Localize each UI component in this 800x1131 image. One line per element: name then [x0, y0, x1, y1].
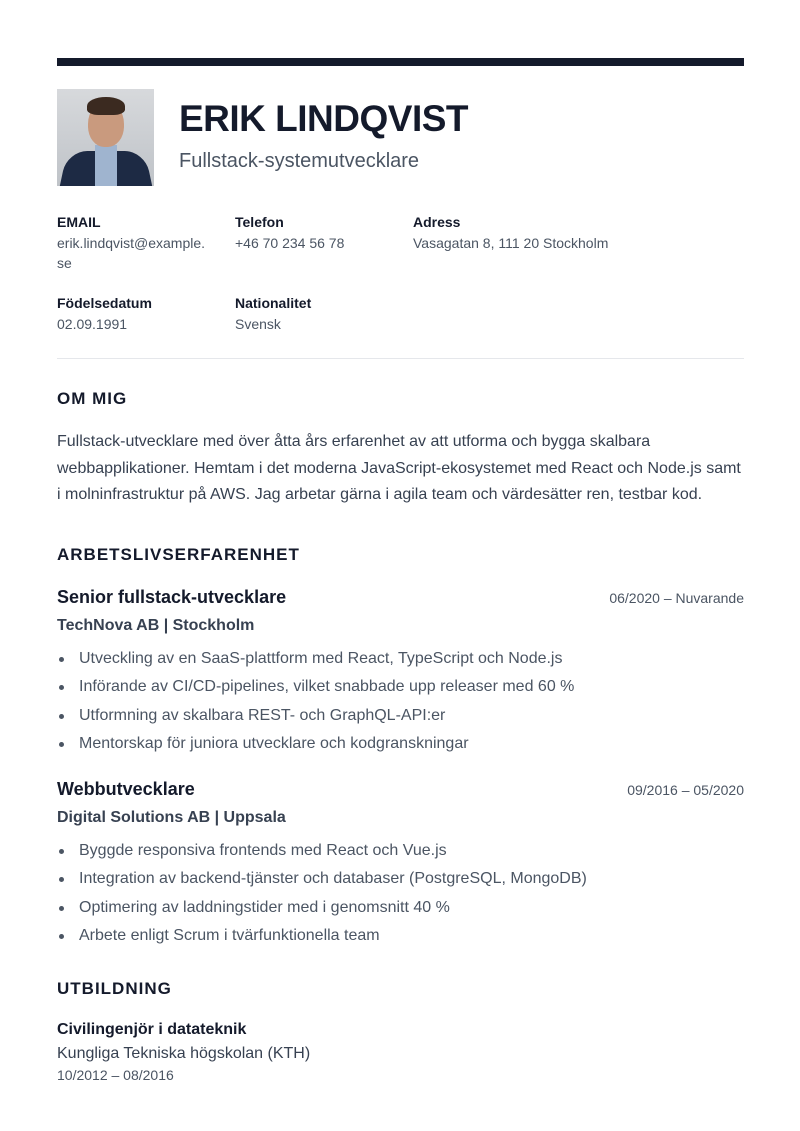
- job-title: Webbutvecklare: [57, 778, 195, 799]
- contact-label: EMAIL: [57, 214, 101, 230]
- job-company: TechNova AB | Stockholm: [57, 616, 255, 634]
- about-text: Fullstack-utvecklare med över åtta års erfarenhet av att utforma och bygga skalbara webbapplikationer. Hemtam i det moderna JavaScript-ekosystemet med React och Node.js samt i molninfrastruktur på AWS. Jag arbetar gärna i agila team och värdesätter ren, testbar kod.: [57, 433, 741, 504]
- top-rule: [57, 58, 744, 66]
- job-entry: [57, 587, 744, 759]
- name-block: [179, 89, 468, 173]
- contact-grid: [57, 213, 744, 334]
- job-title: Senior fullstack-utvecklare: [57, 586, 287, 607]
- job-dates: 06/2020 – Nuvarande: [609, 589, 744, 606]
- contact-label: Telefon: [235, 214, 284, 230]
- bullet-item: Mentorskap för juniora utvecklare och kodgranskningar: [57, 730, 744, 759]
- education-heading: UTBILDNING: [57, 978, 172, 998]
- bullet-item: Utveckling av en SaaS-plattform med React, TypeScript och Node.js: [57, 645, 744, 674]
- bullet-item: Införande av CI/CD-pipelines, vilket snabbade upp releaser med 60 %: [57, 673, 744, 702]
- bullet-item: Arbete enligt Scrum i tvärfunktionella team: [57, 922, 744, 951]
- education-dates: 10/2012 – 08/2016: [57, 1066, 174, 1083]
- job-company: Digital Solutions AB | Uppsala: [57, 808, 286, 826]
- contact-label: Födelsedatum: [57, 294, 152, 311]
- job-dates: 09/2016 – 05/2020: [627, 781, 744, 798]
- job-title-headline: Fullstack-systemutvecklare: [179, 149, 420, 172]
- profile-photo: [57, 89, 154, 186]
- job-bullets: [57, 645, 744, 759]
- contact-value: Svensk: [235, 315, 281, 332]
- education-degree: Civilingenjör i datateknik: [57, 1020, 247, 1038]
- contact-value: +46 70 234 56 78: [235, 235, 345, 252]
- job-entry: [57, 779, 744, 951]
- contact-label: Nationalitet: [235, 294, 312, 311]
- bullet-item: Integration av backend-tjänster och databaser (PostgreSQL, MongoDB): [57, 865, 744, 894]
- resume-page: [57, 58, 744, 1083]
- resume-header: [57, 89, 744, 186]
- contact-value: Vasagatan 8, 111 20 Stockholm: [413, 235, 609, 252]
- experience-heading: ARBETSLIVSERFARENHET: [57, 544, 300, 564]
- contact-birthdate: [57, 294, 235, 334]
- contact-label: Adress: [413, 214, 461, 230]
- person-name: ERIK LINDQVIST: [179, 98, 469, 139]
- contact-phone: [235, 213, 413, 274]
- contact-address: [413, 213, 744, 274]
- contact-value: 02.09.1991: [57, 315, 128, 332]
- section-divider: [57, 358, 744, 359]
- contact-nationality: [235, 294, 413, 334]
- bullet-item: Byggde responsiva frontends med React och Vue.js: [57, 837, 744, 866]
- contact-email: [57, 213, 235, 274]
- bullet-item: Utformning av skalbara REST- och GraphQL-API:er: [57, 702, 744, 731]
- education-school: Kungliga Tekniska högskolan (KTH): [57, 1044, 311, 1062]
- about-heading: OM MIG: [57, 389, 128, 409]
- contact-value: erik.lindqvist@example.se: [57, 235, 206, 272]
- job-bullets: [57, 837, 744, 951]
- bullet-item: Optimering av laddningstider med i genomsnitt 40 %: [57, 894, 744, 923]
